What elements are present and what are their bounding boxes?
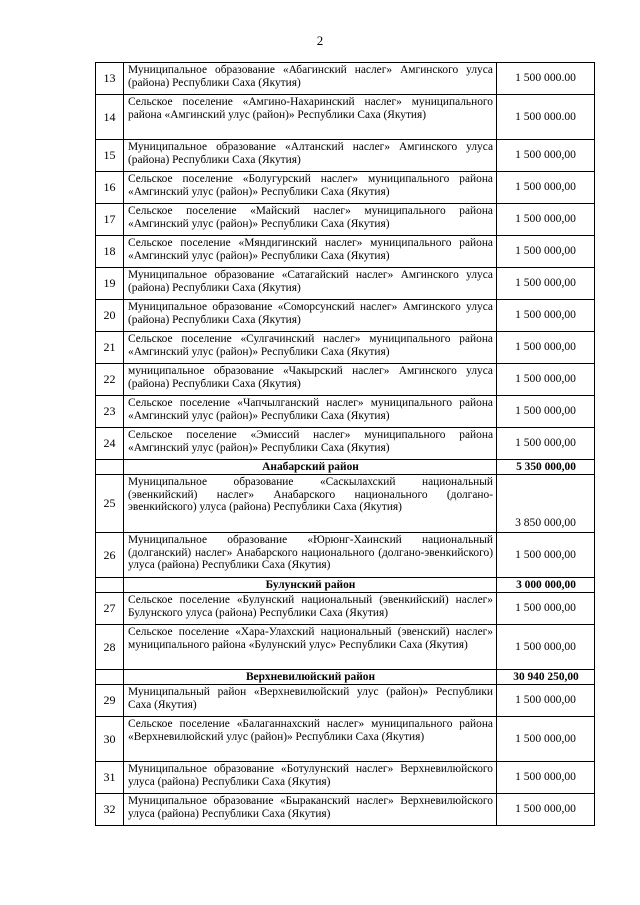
municipality-name: Муниципальное образование «Алтанский наслег» Амгинского улуса (района) Республики Саха (Якутия) [124, 140, 497, 172]
amount: 1 500 000,00 [497, 762, 595, 794]
row-number: 13 [96, 63, 124, 95]
row-number: 25 [96, 475, 124, 533]
amount: 1 500 000,00 [497, 593, 595, 625]
group-num-cell [96, 460, 124, 475]
district-group-row [96, 670, 595, 685]
municipality-name: Муниципальное образование «Абагинский наслег» Амгинского улуса (района) Республики Саха (Якутия) [124, 63, 497, 95]
district-group-row [96, 578, 595, 593]
amount: 1 500 000,00 [497, 300, 595, 332]
table-row [96, 332, 595, 364]
row-number: 22 [96, 364, 124, 396]
row-number: 24 [96, 428, 124, 460]
amount: 1 500 000,00 [497, 794, 595, 826]
amount: 1 500 000,00 [497, 717, 595, 762]
district-name: Анабарский район [124, 460, 497, 475]
table-row [96, 364, 595, 396]
row-number: 27 [96, 593, 124, 625]
row-number: 23 [96, 396, 124, 428]
row-number: 14 [96, 95, 124, 140]
page-number: 2 [316, 33, 324, 48]
table-row [96, 625, 595, 670]
table-row [96, 396, 595, 428]
district-name: Верхневилюйский район [124, 670, 497, 685]
row-number: 32 [96, 794, 124, 826]
table-row [96, 268, 595, 300]
group-num-cell [96, 670, 124, 685]
municipality-name: муниципальное образование «Чакырский наслег» Амгинского улуса (района) Республики Саха (Якутия) [124, 364, 497, 396]
municipality-name: Сельское поселение «Эмиссий наслег» муниципального района «Амгинский улус (район)» Республики Саха (Якутия) [124, 428, 497, 460]
table-row [96, 533, 595, 578]
district-name: Булунский район [124, 578, 497, 593]
amount: 1 500 000,00 [497, 396, 595, 428]
row-number: 29 [96, 685, 124, 717]
amount: 1 500 000.00 [497, 63, 595, 95]
district-total: 5 350 000,00 [497, 460, 595, 475]
municipality-name: Муниципальный район «Верхневилюйский улус (район)» Республики Саха (Якутия) [124, 685, 497, 717]
table-row [96, 204, 595, 236]
amount: 1 500 000,00 [497, 172, 595, 204]
amount: 1 500 000,00 [497, 332, 595, 364]
district-group-row [96, 460, 595, 475]
municipality-name: Муниципальное образование «Юрюнг-Хаинский национальный (долганский) наслег» Анабарского национального (долгано-эвенкийского) улуса (района) Республики Саха (Якутия) [124, 533, 497, 578]
amount: 1 500 000,00 [497, 533, 595, 578]
table-row [96, 300, 595, 332]
row-number: 17 [96, 204, 124, 236]
row-number: 15 [96, 140, 124, 172]
group-num-cell [96, 578, 124, 593]
table-row [96, 140, 595, 172]
table-row [96, 172, 595, 204]
amount: 1 500 000,00 [497, 268, 595, 300]
table-row [96, 236, 595, 268]
row-number: 28 [96, 625, 124, 670]
row-number: 19 [96, 268, 124, 300]
allocation-table [95, 62, 595, 826]
table-row [96, 794, 595, 826]
row-number: 31 [96, 762, 124, 794]
row-number: 16 [96, 172, 124, 204]
district-total: 30 940 250,00 [497, 670, 595, 685]
allocation-table-body [96, 63, 595, 826]
municipality-name: Сельское поселение «Амгино-Нахаринский наслег» муниципального района «Амгинский улус (район)» Республики Саха (Якутия) [124, 95, 497, 140]
row-number: 18 [96, 236, 124, 268]
municipality-name: Муниципальное образование «Быраканский наслег» Верхневилюйского улуса (района) Республики Саха (Якутия) [124, 794, 497, 826]
amount: 1 500 000,00 [497, 364, 595, 396]
row-number: 26 [96, 533, 124, 578]
amount: 1 500 000,00 [497, 204, 595, 236]
municipality-name: Сельское поселение «Хара-Улахский национальный (эвенский) наслег» муниципального района «Булунский улус» Республики Саха (Якутия) [124, 625, 497, 670]
municipality-name: Муниципальное образование «Саскылахский национальный (эвенкийский) наслег» Анабарского национального (долгано-эвенкийского) улуса (района) Республики Саха (Якутия) [124, 475, 497, 533]
table-row [96, 428, 595, 460]
amount: 3 850 000,00 [497, 475, 595, 533]
amount: 1 500 000,00 [497, 236, 595, 268]
municipality-name: Муниципальное образование «Соморсунский наслег» Амгинского улуса (района) Республики Саха (Якутия) [124, 300, 497, 332]
municipality-name: Муниципальное образование «Сатагайский наслег» Амгинского улуса (района) Республики Саха (Якутия) [124, 268, 497, 300]
district-total: 3 000 000,00 [497, 578, 595, 593]
table-row [96, 685, 595, 717]
municipality-name: Сельское поселение «Болугурский наслег» муниципального района «Амгинский улус (район)» Республики Саха (Якутия) [124, 172, 497, 204]
municipality-name: Сельское поселение «Булунский национальный (эвенкийский) наслег» Булунского улуса (района) Республики Саха (Якутия) [124, 593, 497, 625]
table-row [96, 95, 595, 140]
municipality-name: Муниципальное образование «Ботулунский наслег» Верхневилюйского улуса (района) Республики Саха (Якутия) [124, 762, 497, 794]
amount: 1 500 000.00 [497, 95, 595, 140]
row-number: 20 [96, 300, 124, 332]
amount: 1 500 000,00 [497, 685, 595, 717]
municipality-name: Сельское поселение «Майский наслег» муниципального района «Амгинский улус (район)» Республики Саха (Якутия) [124, 204, 497, 236]
table-row [96, 762, 595, 794]
amount: 1 500 000,00 [497, 428, 595, 460]
table-row [96, 63, 595, 95]
amount: 1 500 000,00 [497, 625, 595, 670]
municipality-name: Сельское поселение «Чапчылганский наслег» муниципального района «Амгинский улус (район)» Республики Саха (Якутия) [124, 396, 497, 428]
row-number: 30 [96, 717, 124, 762]
municipality-name: Сельское поселение «Сулгачинский наслег» муниципального района «Амгинский улус (район)» Республики Саха (Якутия) [124, 332, 497, 364]
table-row [96, 475, 595, 533]
table-row [96, 717, 595, 762]
amount: 1 500 000,00 [497, 140, 595, 172]
row-number: 21 [96, 332, 124, 364]
municipality-name: Сельское поселение «Балаганнахский наслег» муниципального района «Верхневилюйский улус (район)» Республики Саха (Якутия) [124, 717, 497, 762]
municipality-name: Сельское поселение «Мяндигинский наслег» муниципального района «Амгинский улус (район)» Республики Саха (Якутия) [124, 236, 497, 268]
table-row [96, 593, 595, 625]
